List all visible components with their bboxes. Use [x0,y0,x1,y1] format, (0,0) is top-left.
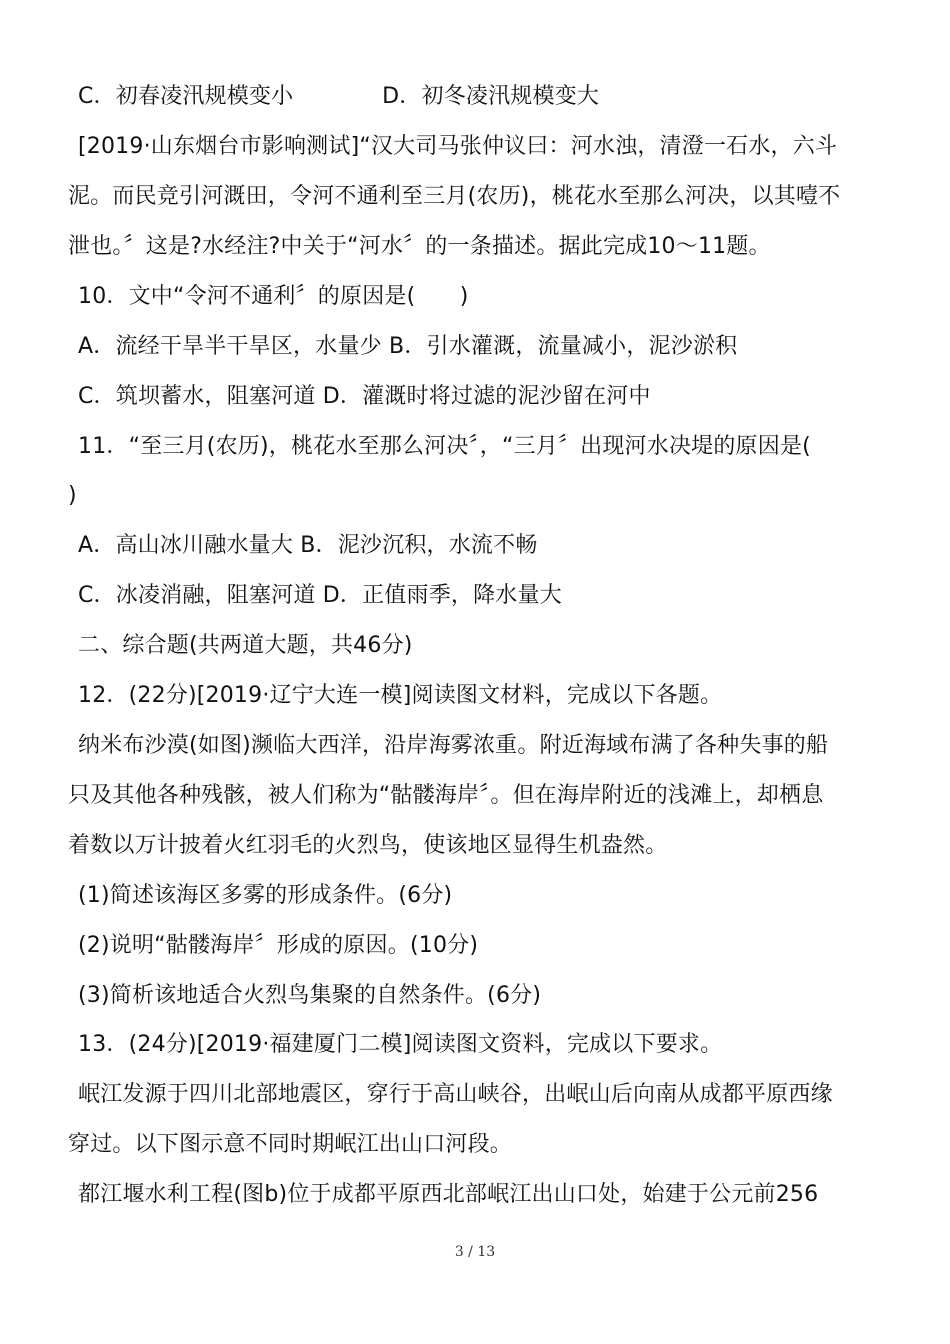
q13-material-line-1: 岷江发源于四川北部地震区，穿行于高山峡谷，出岷山后向南从成都平原西缘 [78,1082,833,1107]
q12-subquestion-3: (3)简析该地适合火烈鸟集聚的自然条件。(6分) [78,983,542,1008]
question-11-continued: ) [68,483,77,508]
option-c-d-q9: C．初春凌汛规模变小 D．初冬凌汛规模变大 [78,84,600,109]
material-line-1: [2019·山东烟台市影响测试]“汉大司马张仲议曰：河水浊，清澄一石水，六斗 [78,134,838,159]
material-line-2: 泥。而民竞引河溉田，令河不通利至三月(农历)，桃花水至那么河决，以其噎不 [68,184,841,209]
material-line-3: 泄也。〞这是?水经注?中关于“河水〞的一条描述。据此完成10～11题。 [68,234,771,259]
q12-subquestion-2: (2)说明“骷髅海岸〞形成的原因。(10分) [78,933,479,958]
question-12: 12．(22分)[2019·辽宁大连一模]阅读图文材料，完成以下各题。 [78,683,723,708]
q10-options-c-d: C．筑坝蓄水，阻塞河道 D．灌溉时将过滤的泥沙留在河中 [78,384,651,409]
q12-material-line-1: 纳米布沙漠(如图)濒临大西洋，沿岸海雾浓重。附近海域布满了各种失事的船 [78,733,829,758]
q12-material-line-2: 只及其他各种残骸，被人们称为“骷髅海岸〞。但在海岸附近的浅滩上，却栖息 [68,783,824,808]
q10-options-a-b: A．流经干旱半干旱区，水量少 B．引水灌溉，流量减小，泥沙淤积 [78,334,738,359]
q12-subquestion-1: (1)简述该海区多雾的形成条件。(6分) [78,883,453,908]
question-11: 11．“至三月(农历)，桃花水至那么河决〞，“三月〞出现河水决堤的原因是( [78,434,811,459]
q12-material-line-3: 着数以万计披着火红羽毛的火烈鸟，使该地区显得生机盎然。 [68,833,668,858]
q13-material-line-2: 穿过。以下图示意不同时期岷江出山口河段。 [68,1132,513,1157]
page-number: 3 / 13 [454,1244,496,1260]
q11-options-a-b: A．高山冰川融水量大 B．泥沙沉积，水流不畅 [78,533,538,558]
question-13: 13．(24分)[2019·福建厦门二模]阅读图文资料，完成以下要求。 [78,1032,723,1057]
q11-options-c-d: C．冰凌消融，阻塞河道 D．正值雨季，降水量大 [78,583,562,608]
question-10: 10．文中“令河不通利〞的原因是( ) [78,284,469,309]
section-heading: 二、综合题(共两道大题，共46分) [78,633,413,658]
q13-material-line-3: 都江堰水利工程(图b)位于成都平原西北部岷江出山口处，始建于公元前256 [78,1182,819,1207]
